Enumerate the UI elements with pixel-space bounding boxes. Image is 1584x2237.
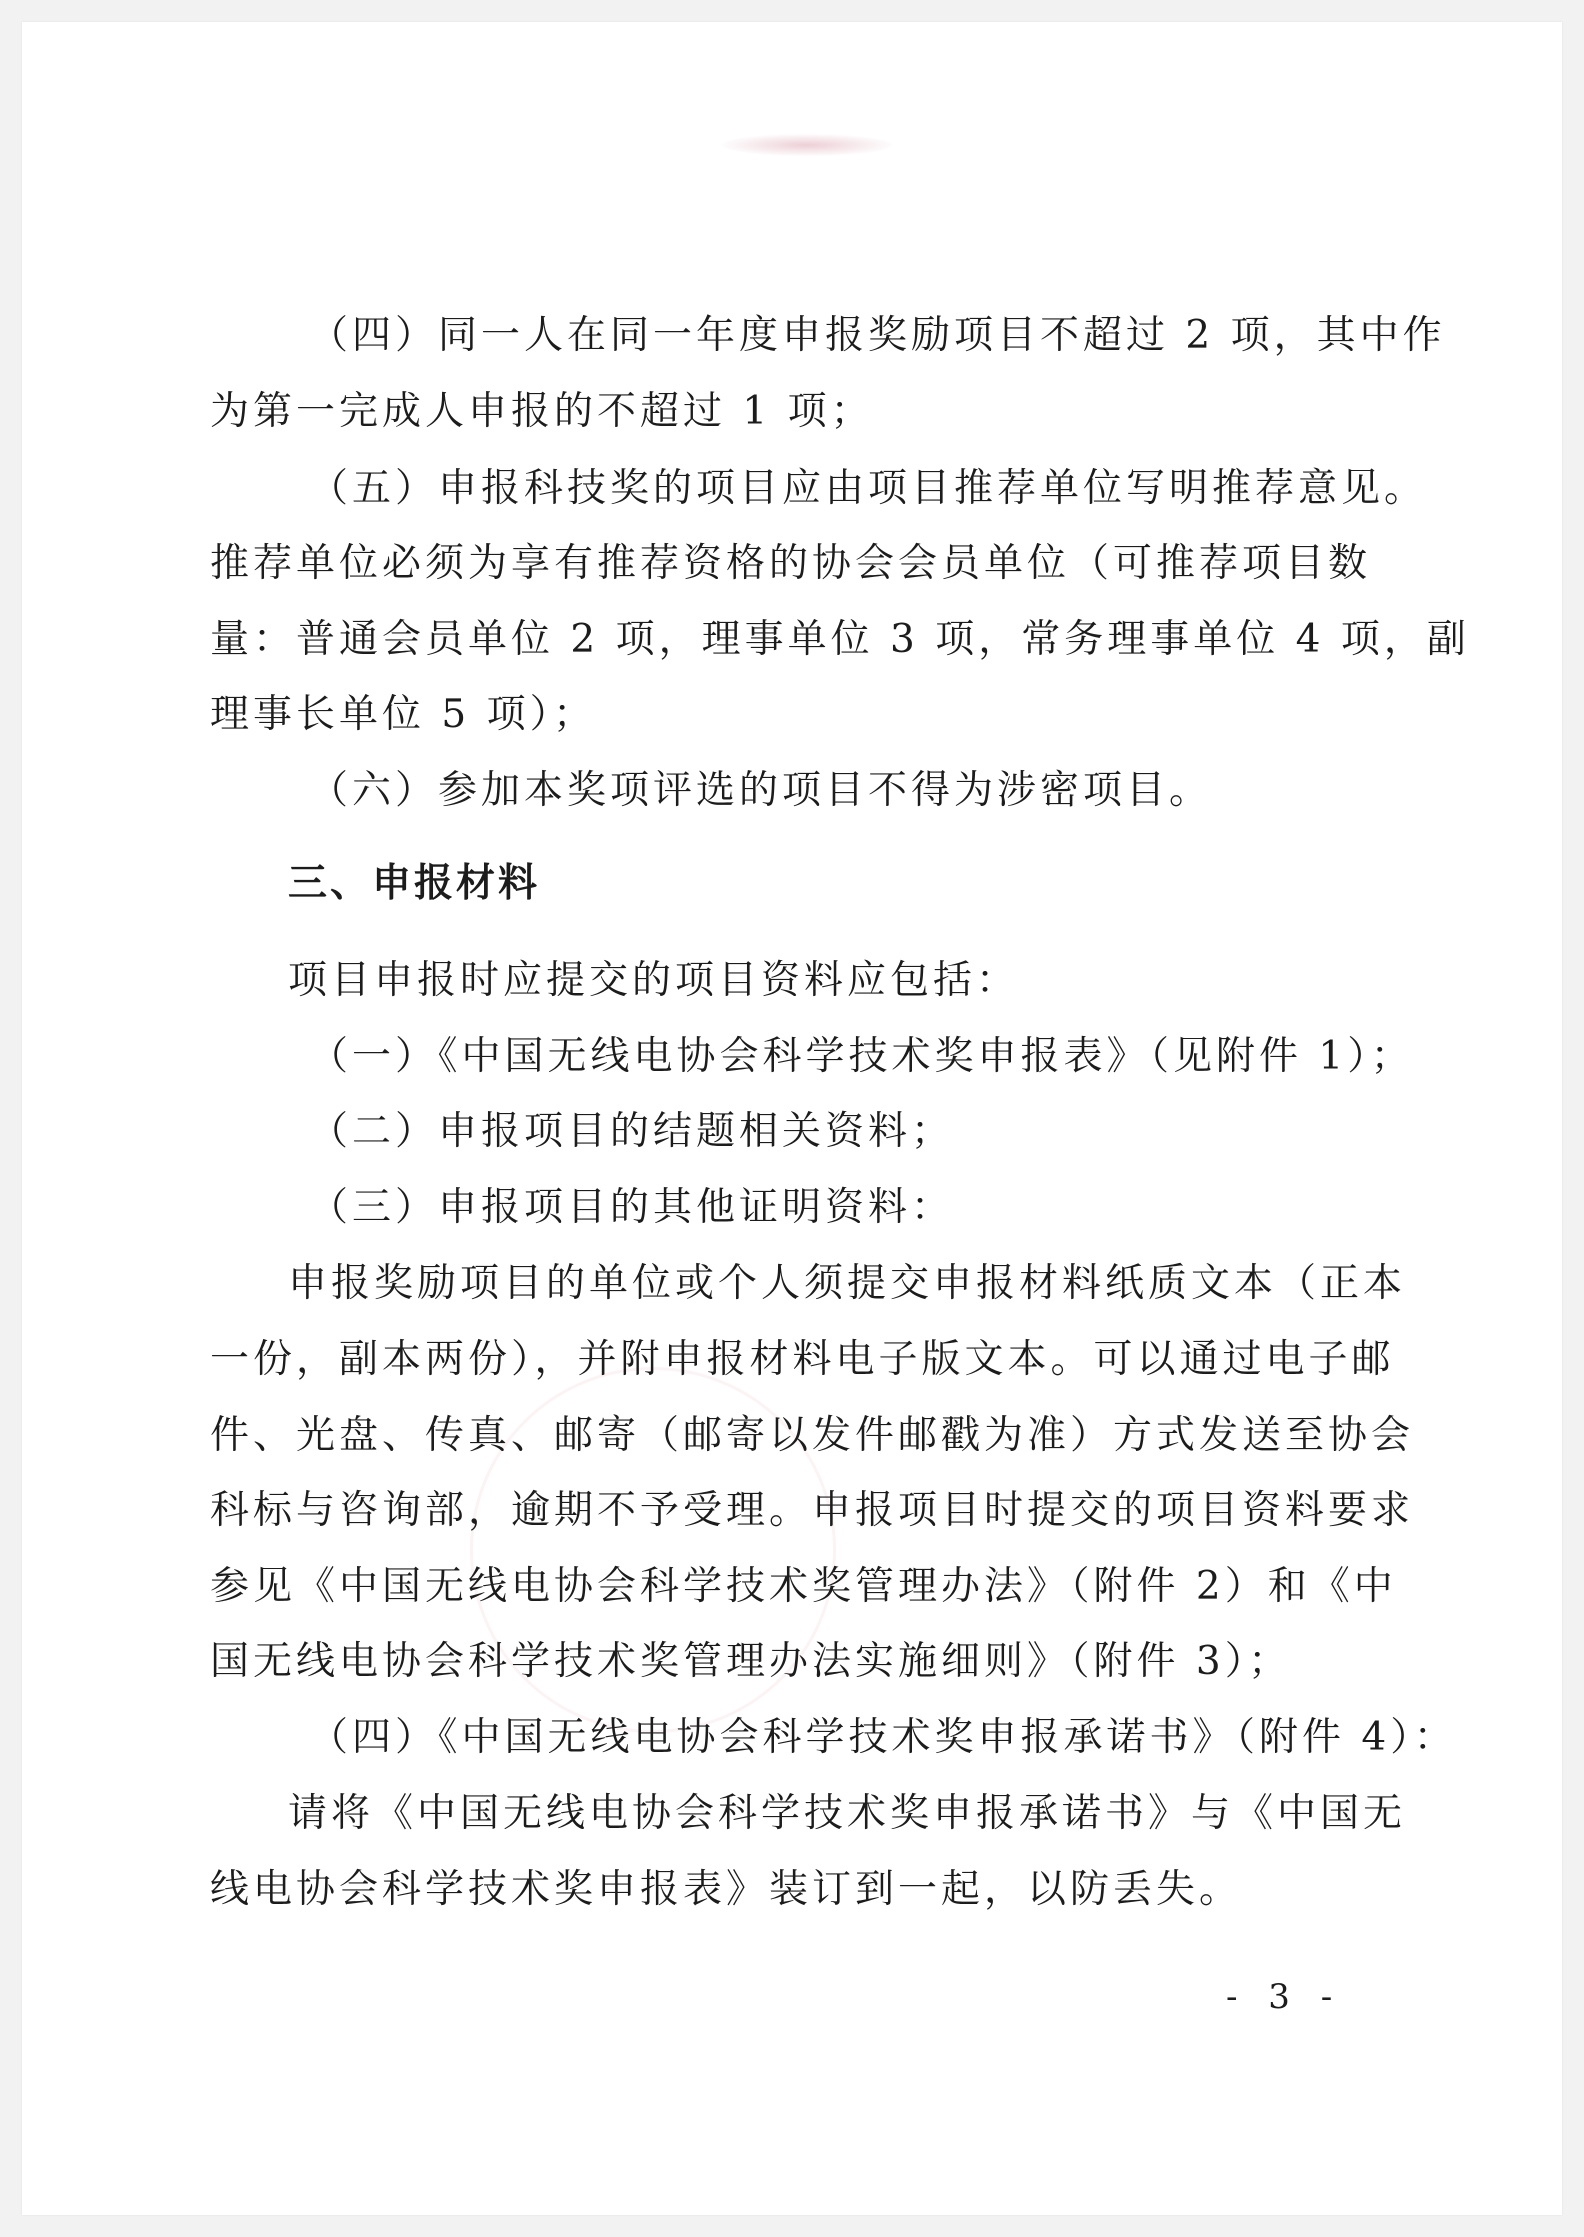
paragraph-line: 件、光盘、传真、邮寄（邮寄以发件邮戳为准）方式发送至协会 — [210, 1413, 1415, 1458]
paragraph-line: （六）参加本奖项评选的项目不得为涉密项目。 — [309, 768, 1213, 813]
paragraph-line: 理事长单位 5 项）； — [210, 692, 597, 737]
section-heading: 三、申报材料 — [288, 861, 541, 906]
paragraph-line: 科标与咨询部，逾期不予受理。申报项目时提交的项目资料要求 — [210, 1488, 1415, 1533]
paragraph-line: 为第一完成人申报的不超过 1 项； — [210, 389, 874, 434]
list-item: （二）申报项目的结题相关资料； — [309, 1109, 955, 1154]
document-page — [22, 22, 1562, 2215]
ink-smudge — [722, 134, 892, 156]
page-number: - 3 - — [1226, 1977, 1343, 2017]
paragraph-line: 国无线电协会科学技术奖管理办法实施细则》（附件 3）； — [210, 1639, 1292, 1684]
list-item: （四）《中国无线电协会科学技术奖申报承诺书》（附件 4）： — [309, 1715, 1457, 1760]
paragraph-line: 量：普通会员单位 2 项，理事单位 3 项，常务理事单位 4 项，副 — [210, 617, 1470, 662]
paragraph-line: 参见《中国无线电协会科学技术奖管理办法》（附件 2）和《中 — [210, 1564, 1397, 1609]
paragraph-line: 一份，副本两份），并附申报材料电子版文本。可以通过电子邮 — [210, 1337, 1395, 1382]
paragraph-line: 申报奖励项目的单位或个人须提交申报材料纸质文本（正本 — [288, 1261, 1407, 1306]
paragraph-line: 项目申报时应提交的项目资料应包括： — [288, 958, 1020, 1003]
paragraph-line: （四）同一人在同一年度申报奖励项目不超过 2 项，其中作 — [309, 313, 1446, 358]
paragraph-line: 线电协会科学技术奖申报表》装订到一起，以防丢失。 — [210, 1867, 1243, 1912]
list-item: （一）《中国无线电协会科学技术奖申报表》（见附件 1）； — [309, 1034, 1414, 1079]
paragraph-line: 推荐单位必须为享有推荐资格的协会会员单位（可推荐项目数 — [210, 541, 1372, 586]
paragraph-line: （五）申报科技奖的项目应由项目推荐单位写明推荐意见。 — [309, 466, 1428, 511]
list-item: （三）申报项目的其他证明资料： — [309, 1185, 955, 1230]
paragraph-line: 请将《中国无线电协会科学技术奖申报承诺书》与《中国无 — [288, 1791, 1407, 1836]
